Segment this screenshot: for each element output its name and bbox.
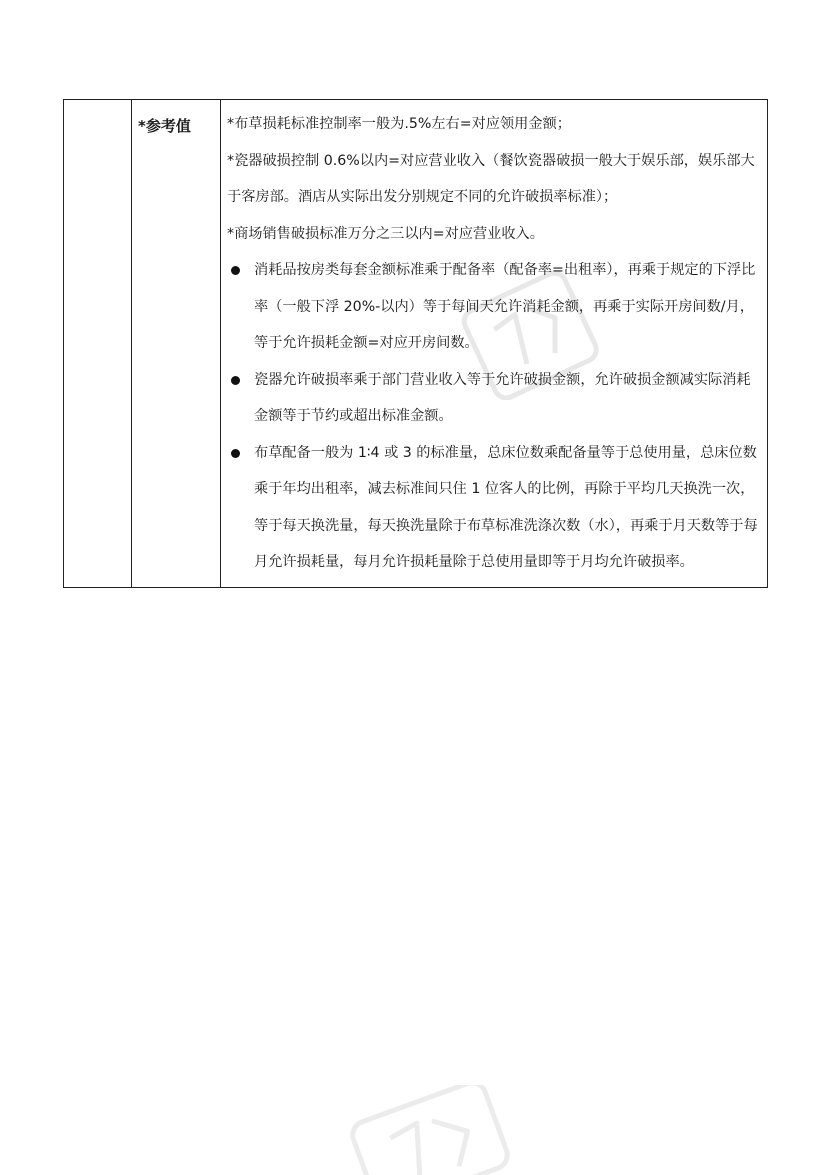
bullet-dot-icon [231,376,240,385]
paragraph-store-loss: *商场销售破损标准万分之三以内=对应营业收入。 [227,225,544,242]
bullet-text: 瓷器允许破损率乘于部门营业收入等于允许破损金额，允许破损金额减实际消耗金额等于节约或超出标准金额。 [254,371,751,424]
list-item [227,252,759,362]
bullet-dot-icon [231,266,240,275]
bullet-list [227,252,759,581]
label-cell [132,100,221,588]
empty-cell [64,100,132,588]
content-cell [221,100,768,588]
reference-value-table [63,99,768,588]
list-item [227,362,759,435]
row-label: *参考值 [138,117,191,135]
paragraph-porcelain-loss: *瓷器破损控制 0.6%以内=对应营业收入（餐饮瓷器破损一般大于娱乐部，娱乐部大于客房部。酒店从实际出发分别规定不同的允许破损率标准）； [227,152,755,205]
bullet-dot-icon [231,449,240,458]
bullet-text: 布草配备一般为 1∶4 或 3 的标准量，总床位数乘配备量等于总使用量，总床位数乘于年均出租率，减去标准间只住 1 位客人的比例，再除于平均几天换洗一次，等于每天换洗量，每天换洗量除于布草标准洗涤次数（水），再乘于月天数等于每月允许损耗量，每月允许损耗量除于总使用量即等于月均允许破损率。 [254,444,758,570]
table-row [64,100,768,588]
bullet-text: 消耗品按房类每套金额标准乘于配备率（配备率=出租率），再乘于规定的下浮比率（一般下浮 20%-以内）等于每间天允许消耗金额，再乘于实际开房间数/月，等于允许损耗金额=对应开房间数。 [254,262,756,351]
paragraph-linen-loss: *布草损耗标准控制率一般为.5%左右=对应领用金额； [227,116,571,132]
watermark-logo-bottom [330,1085,530,1175]
list-item [227,435,759,581]
